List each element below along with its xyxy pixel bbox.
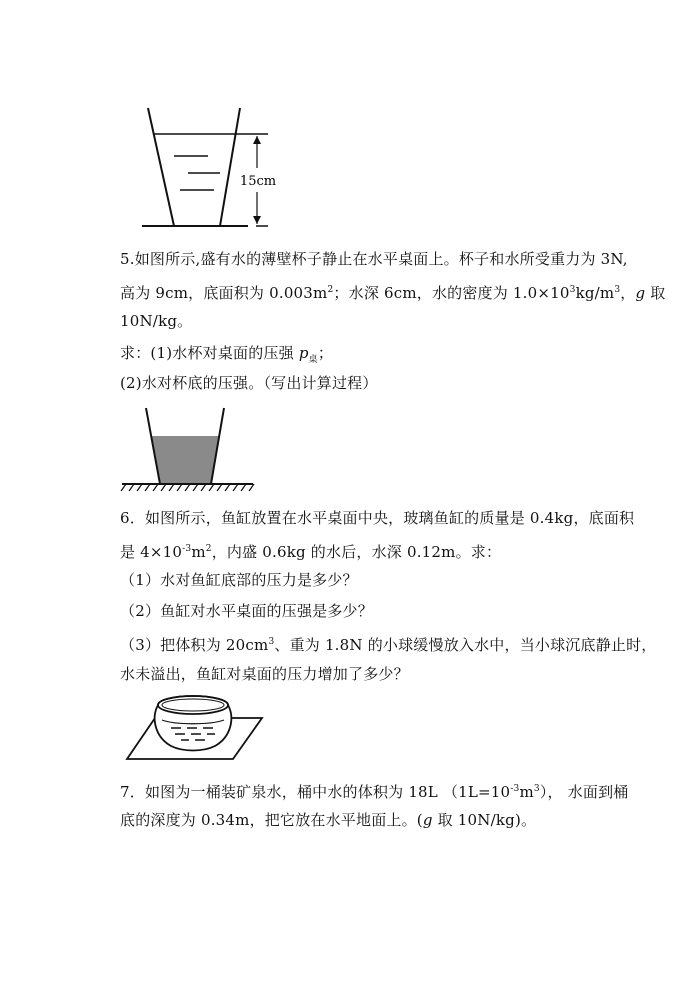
fish-tank-figure [125,688,265,762]
q6-line-2: 是 $4\times 10^{-3}m^2$，内盛 0.6kg 的水后，水深 0.12m。求： [120,543,502,561]
q5-line-5: (2)水对杯底的压强。（写出计算过程） [120,374,378,392]
q5-line-3: 10N/kg。 [120,312,193,330]
q5-line-1: 5.如图所示,盛有水的薄壁杯子静止在水平桌面上。杯子和水所受重力为 3N, [120,250,628,268]
q5-line-2: 高为 9cm，底面积为 $0.003m^2$；水深 6cm，水的密度为 $1.0\times 10^3kg/m^3$，g 取 [120,284,666,302]
q6-line-3: （1）水对鱼缸底部的压力是多少？ [120,571,358,589]
q6-line-4: （2）鱼缸对水平桌面的压强是多少？ [120,602,373,620]
q6-line-5: （3）把体积为 $20cm^3$、重为 1.8N 的小球缓慢放入水中，当小球沉底静止时， [120,636,657,654]
q7-line-2: 底的深度为 0.34m，把它放在水平地面上。(g 取 10N/kg)。 [120,811,537,829]
cup-on-table-figure [120,406,255,492]
q6-line-1: 6．如图所示，鱼缸放置在水平桌面中央，玻璃鱼缸的质量是 0.4kg，底面积 [120,509,635,527]
cup-depth-figure [140,106,300,230]
depth-label: 15cm [239,174,277,189]
q5-line-4: 求：(1)水杯对桌面的压强 $p_桌$； [120,344,334,365]
q7-line-1: 7．如图为一桶装矿泉水，桶中水的体积为 18L $(1L=10^{-3}m^3)$， 水面到桶 [120,783,629,801]
q6-line-6: 水未溢出，鱼缸对桌面的压力增加了多少？ [120,665,409,683]
